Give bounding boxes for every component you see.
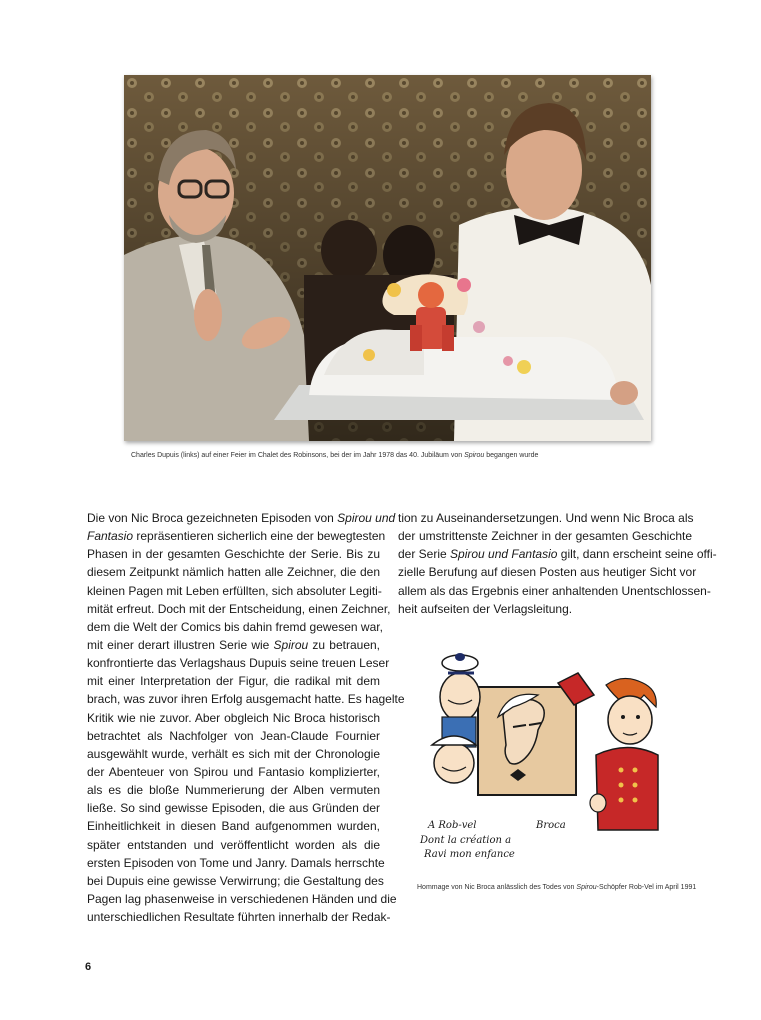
illustration-caption [417,883,696,892]
text-segment: später entstanden und veröffentlicht worden als die [87,837,380,852]
text-segment: Phasen in der gesamten Geschichte der Serie. Bis zu [87,547,380,562]
text-line [87,799,380,817]
event-photo [124,75,651,441]
text-segment: repräsentieren sicherlich eine der bewegtesten [133,529,386,544]
text-line [87,654,390,672]
text-line [87,890,397,908]
text-line [398,582,711,600]
text-segment: ließe. So sind gewisse Episoden, die aus Gründen der [87,801,380,816]
text-segment: bei Dupuis eine gewisse Verwirrung; die Gestaltung des [87,873,384,888]
text-segment: mität erfreut. Doch mit der Entscheidung, einen Zeichner, [87,601,391,616]
illustration-caption-text: Hommage von Nic Broca anlässlich des Todes von [417,884,577,891]
text-line [87,582,380,600]
text-segment: zu betrauen, [308,637,380,652]
text-line [87,817,380,835]
text-segment: gilt, dann erscheint seine offi- [557,547,717,562]
text-segment: der Serie [398,547,451,562]
page-number: 6 [85,961,92,973]
text-segment: als es die bloße Nummerierung der Alben vermuten [87,783,380,798]
text-segment: konfrontierte das Verlagshaus Dupuis seine treuen Leser [87,656,390,671]
text-segment: mit einer derart illustren Serie wie [87,637,274,652]
body-text-left-column [87,509,405,926]
italic-title: Spirou und Fantasio [450,547,558,562]
text-line [87,872,384,890]
text-segment: dem die Welt der Comics bis dahin fremd gewesen war, [87,619,383,634]
text-line [87,836,380,854]
text-line [87,727,380,745]
text-line [87,763,380,781]
text-segment: allem als das Ergebnis einer anhaltenden Unentschlossen- [398,583,711,598]
body-text-right-column [398,509,717,618]
text-segment: diesem Zeitpunkt nämlich hatten alle Zeichner, die den [87,565,380,580]
text-segment: tion zu Auseinandersetzungen. Und wenn Nic Broca als [398,511,694,525]
text-line [87,672,380,690]
text-line [87,745,380,763]
text-line [87,690,405,708]
text-line [87,545,380,563]
text-line [398,509,692,527]
handwriting-line-2: Dont la création a [420,835,512,846]
text-line [87,636,380,654]
text-line [87,563,380,581]
text-line [87,509,396,527]
text-segment: Die von Nic Broca gezeichneten Episoden von [87,511,338,525]
text-line [87,854,385,872]
illustration-caption-italic: Spirou [576,884,597,891]
handwriting-line-3: Ravi mon enfance [424,849,515,860]
text-line [87,600,391,618]
text-segment: mit einer Interpretation der Figur, die radikal mit dem [87,674,380,689]
text-segment: unterschiedlichen Resultate führten innerhalb der Redak- [87,910,391,925]
text-segment: zielle Berufung auf diesen Posten aus heutiger Sicht vor [398,565,697,580]
text-line [398,600,692,618]
text-segment: der umstrittenste Zeichner in der gesamten Geschichte [398,529,692,544]
text-segment: heit aufseiten der Verlagsleitung. [398,601,573,616]
text-line [87,709,380,727]
hommage-illustration [418,645,680,860]
text-line [87,527,386,545]
text-line [87,781,380,799]
text-segment: betrachtet als Nachfolger von Jean-Claude Fournier [87,728,380,743]
text-segment: Pagen lag phasenweise in verschiedenen Händen und die [87,891,397,906]
text-segment: der Abenteuer von Spirou und Fantasio komplizierter, [87,764,380,779]
illustration-caption-text-end: -Schöpfer Rob-Vel im April 1991 [596,884,697,891]
text-line [398,563,697,581]
italic-title: Spirou [273,637,309,652]
italic-title: Fantasio [87,529,134,544]
handwriting-line-1: A Rob-vel [428,820,477,831]
text-line [87,908,391,926]
text-line [398,545,717,563]
text-segment: Kritik wie nie zuvor. Aber obgleich Nic Broca historisch [87,710,380,725]
text-segment: brach, was zuvor ihren Erfolg ausgemacht hatte. Es hagelte [87,692,405,707]
artist-signature: Broca [536,820,566,831]
photo-caption-italic: Spirou [464,452,485,459]
text-segment: kleinen Pagen mit Leben erfüllten, sich absoluter Legiti- [87,583,382,598]
text-segment: ersten Episoden von Tome und Janry. Damals herrschte [87,855,385,870]
text-segment: ausgewählt wurde, verhält es sich mit der Chronologie [87,746,380,761]
photo-caption [131,451,538,460]
italic-title: Spirou und [337,511,396,525]
text-line [398,527,692,545]
text-segment: Einheitlichkeit in diesen Band aufgenommen wurden, [87,819,380,834]
text-line [87,618,383,636]
photo-caption-text-end: begangen wurde [484,452,539,459]
photo-caption-text: Charles Dupuis (links) auf einer Feier im Chalet des Robinsons, bei der im Jahr 1978 das 40. Jubiläum von [131,452,465,459]
